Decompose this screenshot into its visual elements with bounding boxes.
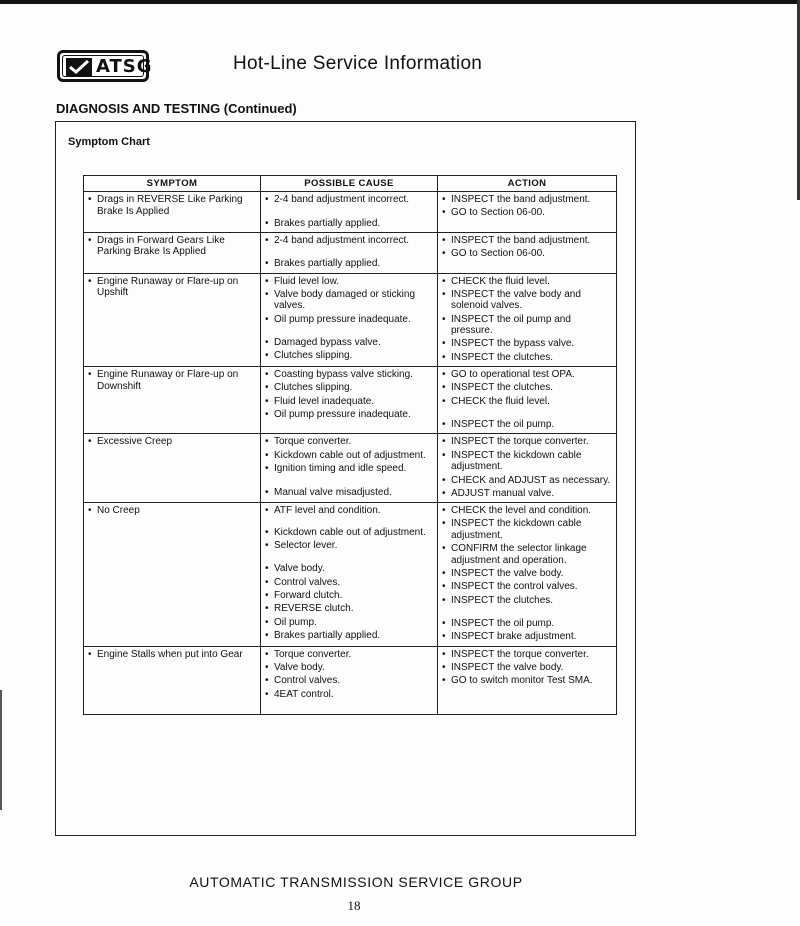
bullet-icon: • <box>442 449 446 461</box>
bullet-icon: • <box>442 594 446 606</box>
table-body <box>84 192 617 715</box>
bullet-icon: • <box>442 382 446 394</box>
action-item-text: GO to switch monitor Test SMA. <box>451 675 593 687</box>
cause-cell <box>261 232 438 273</box>
cause-item <box>265 450 434 462</box>
action-item <box>442 675 613 687</box>
cause-item <box>265 649 434 661</box>
bullet-icon: • <box>442 313 446 325</box>
logo-text: ATSG <box>96 56 153 77</box>
action-item-text: INSPECT the kickdown cable adjustment. <box>451 518 582 541</box>
bullet-icon: • <box>265 505 269 517</box>
symptom-item-text: Excessive Creep <box>97 436 173 448</box>
action-item <box>442 248 613 260</box>
symptom-cell <box>84 273 261 366</box>
cause-item <box>265 194 434 206</box>
action-item <box>442 568 613 580</box>
action-item <box>442 450 613 473</box>
table-row <box>84 503 617 647</box>
action-item-text: GO to operational test OPA. <box>451 369 575 381</box>
cause-item <box>265 617 434 629</box>
action-item <box>442 382 613 394</box>
table-row <box>84 646 617 714</box>
bullet-icon: • <box>265 576 269 588</box>
bullet-icon: • <box>265 603 269 615</box>
bullet-icon: • <box>265 563 269 575</box>
bullet-icon: • <box>442 275 446 287</box>
action-item-text: CHECK the level and condition. <box>451 505 592 517</box>
cause-item-text: Oil pump pressure inadequate. <box>274 408 411 420</box>
symptom-item <box>88 649 257 661</box>
bullet-icon: • <box>442 436 446 448</box>
bullet-icon: • <box>442 207 446 219</box>
action-item-text: GO to Section 06-00. <box>451 207 545 219</box>
cause-item <box>265 235 434 247</box>
action-item-text: INSPECT the torque converter. <box>451 648 589 660</box>
action-item-text: INSPECT the kickdown cable adjustment. <box>451 449 582 473</box>
bullet-icon: • <box>442 369 446 381</box>
bullet-icon: • <box>265 436 269 448</box>
bullet-icon: • <box>442 248 446 260</box>
cause-item <box>265 369 434 381</box>
cause-item-text: 4EAT control. <box>274 688 334 700</box>
bullet-icon: • <box>442 648 446 660</box>
bullet-icon: • <box>442 474 446 486</box>
cause-item-text: Torque converter. <box>274 436 352 448</box>
cause-item <box>265 276 434 288</box>
table-row <box>84 434 617 503</box>
symptom-cell <box>84 503 261 647</box>
bullet-icon: • <box>265 486 269 498</box>
bullet-icon: • <box>442 675 446 687</box>
bullet-icon: • <box>265 382 269 394</box>
cause-cell <box>261 367 438 434</box>
bullet-icon: • <box>265 313 269 325</box>
cause-item <box>265 218 434 230</box>
symptom-item-text: Engine Runaway or Flare-up on Downshift <box>97 369 239 392</box>
cause-item-text: Ignition timing and idle speed. <box>274 463 407 475</box>
action-item <box>442 314 613 337</box>
action-item-text: INSPECT the clutches. <box>451 382 554 394</box>
cause-item-text: Oil pump pressure inadequate. <box>274 313 411 325</box>
symptom-item <box>88 436 257 448</box>
action-item <box>442 369 613 381</box>
chart-title: Symptom Chart <box>68 136 150 148</box>
action-item <box>442 194 613 206</box>
bullet-icon: • <box>265 688 269 700</box>
cause-item-text: Brakes partially applied. <box>274 258 381 270</box>
cause-item <box>265 590 434 602</box>
cause-item-text: Valve body damaged or sticking valves. <box>274 288 416 312</box>
action-item-text: INSPECT the clutches. <box>451 351 554 363</box>
bullet-icon: • <box>442 662 446 674</box>
bullet-icon: • <box>442 518 446 530</box>
section-heading: DIAGNOSIS AND TESTING (Continued) <box>56 101 297 116</box>
bullet-icon: • <box>88 194 92 205</box>
action-cell <box>438 232 617 273</box>
table-header-row <box>84 176 617 192</box>
cause-item <box>265 487 434 499</box>
cause-cell <box>261 273 438 366</box>
cause-item-text: Brakes partially applied. <box>274 629 381 641</box>
action-item-text: INSPECT the valve body. <box>451 568 564 580</box>
cause-item <box>265 436 434 448</box>
bullet-icon: • <box>265 590 269 602</box>
bullet-icon: • <box>265 275 269 287</box>
action-item-text: INSPECT the band adjustment. <box>451 194 591 205</box>
action-item-text: CONFIRM the selector linkage adjustment and operation. <box>451 543 587 566</box>
cause-item <box>265 409 434 421</box>
action-item-text: INSPECT the control valves. <box>451 581 578 593</box>
action-item <box>442 289 613 312</box>
cause-item <box>265 505 434 517</box>
action-item <box>442 338 613 350</box>
cause-item-text: Valve body. <box>274 563 325 575</box>
bullet-icon: • <box>442 618 446 630</box>
bullet-icon: • <box>442 288 446 300</box>
cause-item-text: 2-4 band adjustment incorrect. <box>274 194 410 205</box>
bullet-icon: • <box>265 194 269 205</box>
cause-item <box>265 396 434 408</box>
bullet-icon: • <box>442 568 446 580</box>
cause-item-text: ATF level and condition. <box>274 505 381 517</box>
cause-item-text: Fluid level low. <box>274 275 340 287</box>
bullet-icon: • <box>442 631 446 643</box>
cause-item <box>265 314 434 326</box>
cause-item-text: Valve body. <box>274 662 325 674</box>
bullet-icon: • <box>265 369 269 381</box>
cause-item <box>265 603 434 615</box>
cause-item-text: Damaged bypass valve. <box>274 337 381 349</box>
cause-item-text: Clutches slipping. <box>274 350 353 362</box>
cause-item-text: Control valves. <box>274 576 341 588</box>
action-item <box>442 352 613 364</box>
action-item <box>442 543 613 566</box>
action-item-text: INSPECT the oil pump and pressure. <box>451 313 571 337</box>
action-item-text: CHECK the fluid level. <box>451 395 550 407</box>
table-row <box>84 232 617 273</box>
bullet-icon: • <box>265 258 269 270</box>
cause-item <box>265 577 434 589</box>
bullet-icon: • <box>442 487 446 499</box>
cause-item-text: Manual valve misadjusted. <box>274 486 392 498</box>
cause-item-text: Kickdown cable out of adjustment. <box>274 449 426 461</box>
symptom-cell <box>84 367 261 434</box>
bullet-icon: • <box>442 419 446 431</box>
page-number: 18 <box>347 898 361 913</box>
cause-item <box>265 563 434 575</box>
action-item-text: INSPECT the oil pump. <box>451 618 555 630</box>
symptom-item-text: No Creep <box>97 505 140 517</box>
symptom-cell <box>84 434 261 503</box>
action-item-text: INSPECT brake adjustment. <box>451 631 577 643</box>
action-item-text: INSPECT the clutches. <box>451 594 554 606</box>
page-header-title: Hot-Line Service Information <box>233 53 483 74</box>
bullet-icon: • <box>265 234 269 246</box>
action-item <box>442 475 613 487</box>
action-item-text: INSPECT the band adjustment. <box>451 234 591 246</box>
cause-item-text: Selector lever. <box>274 539 338 551</box>
cause-item-text: Coasting bypass valve sticking. <box>274 369 413 381</box>
symptom-item-text: Engine Runaway or Flare-up on Upshift <box>97 275 239 299</box>
cause-item-text: Control valves. <box>274 675 341 687</box>
action-item <box>442 419 613 431</box>
cause-item-text: Clutches slipping. <box>274 382 353 394</box>
bullet-icon: • <box>265 463 269 475</box>
bullet-icon: • <box>265 648 269 660</box>
table-row <box>84 367 617 434</box>
action-item-text: CHECK the fluid level. <box>451 275 550 287</box>
action-item <box>442 662 613 674</box>
symptom-item-text: Drags in REVERSE Like Parking Brake Is Applied <box>97 194 243 217</box>
action-item-text: INSPECT the valve body and solenoid valves. <box>451 288 581 312</box>
action-cell <box>438 367 617 434</box>
cause-item <box>265 675 434 687</box>
symptom-item <box>88 194 257 217</box>
symptom-cell <box>84 646 261 714</box>
bullet-icon: • <box>442 505 446 517</box>
cause-item-text: Oil pump. <box>274 616 317 628</box>
column-header-possible-cause: POSSIBLE CAUSE <box>261 176 438 192</box>
bullet-icon: • <box>265 629 269 641</box>
bullet-icon: • <box>88 275 92 287</box>
bullet-icon: • <box>265 526 269 538</box>
symptom-item <box>88 235 257 258</box>
cause-item <box>265 463 434 475</box>
cause-cell <box>261 503 438 647</box>
cause-item-text: Forward clutch. <box>274 590 343 602</box>
bullet-icon: • <box>442 351 446 363</box>
action-item-text: INSPECT the valve body. <box>451 662 564 674</box>
table-row <box>84 273 617 366</box>
bullet-icon: • <box>442 581 446 593</box>
action-item-text: GO to Section 06-00. <box>451 248 545 260</box>
action-item <box>442 505 613 517</box>
bullet-icon: • <box>88 369 92 381</box>
checkmark-icon <box>66 58 92 76</box>
action-item-text: INSPECT the bypass valve. <box>451 338 575 350</box>
atsg-logo <box>57 50 153 82</box>
cause-item <box>265 289 434 312</box>
column-header-action: ACTION <box>438 176 617 192</box>
action-cell <box>438 646 617 714</box>
action-cell <box>438 503 617 647</box>
footer-organization: AUTOMATIC TRANSMISSION SERVICE GROUP <box>189 874 523 890</box>
bullet-icon: • <box>265 675 269 687</box>
symptom-cell <box>84 192 261 233</box>
symptom-cell <box>84 232 261 273</box>
column-header-symptom: SYMPTOM <box>84 176 261 192</box>
action-item <box>442 436 613 448</box>
bullet-icon: • <box>442 234 446 246</box>
cause-item <box>265 382 434 394</box>
cause-item <box>265 527 434 539</box>
bullet-icon: • <box>265 408 269 420</box>
bullet-icon: • <box>265 350 269 362</box>
table-row <box>84 192 617 233</box>
bullet-icon: • <box>265 217 269 229</box>
cause-item-text: Brakes partially applied. <box>274 217 381 229</box>
bullet-icon: • <box>88 234 92 246</box>
left-edge-mark <box>0 690 2 810</box>
cause-item-text: Torque converter. <box>274 648 352 660</box>
symptom-table <box>83 175 617 715</box>
cause-item <box>265 662 434 674</box>
cause-item-text: Kickdown cable out of adjustment. <box>274 526 426 538</box>
bullet-icon: • <box>265 616 269 628</box>
cause-cell <box>261 434 438 503</box>
symptom-item-text: Engine Stalls when put into Gear <box>97 648 243 660</box>
cause-item <box>265 337 434 349</box>
bullet-icon: • <box>88 436 92 448</box>
cause-item <box>265 540 434 552</box>
cause-item-text: REVERSE clutch. <box>274 603 354 615</box>
action-cell <box>438 273 617 366</box>
cause-item-text: Fluid level inadequate. <box>274 395 375 407</box>
bullet-icon: • <box>265 662 269 674</box>
action-item <box>442 631 613 643</box>
cause-item-text: 2-4 band adjustment incorrect. <box>274 234 410 246</box>
cause-cell <box>261 192 438 233</box>
action-item-text: INSPECT the oil pump. <box>451 419 555 431</box>
action-item <box>442 595 613 607</box>
cause-item <box>265 689 434 701</box>
cause-item <box>265 258 434 270</box>
bullet-icon: • <box>265 539 269 551</box>
action-item <box>442 518 613 541</box>
action-item-text: CHECK and ADJUST as necessary. <box>451 474 611 486</box>
bullet-icon: • <box>442 543 446 555</box>
action-item <box>442 207 613 219</box>
symptom-table-container <box>83 175 616 715</box>
action-item <box>442 581 613 593</box>
action-item <box>442 396 613 408</box>
bullet-icon: • <box>88 505 92 517</box>
cause-item <box>265 630 434 642</box>
symptom-item <box>88 276 257 299</box>
cause-cell <box>261 646 438 714</box>
symptom-item <box>88 369 257 392</box>
bullet-icon: • <box>265 449 269 461</box>
action-item <box>442 649 613 661</box>
bullet-icon: • <box>265 337 269 349</box>
action-cell <box>438 192 617 233</box>
action-cell <box>438 434 617 503</box>
bullet-icon: • <box>442 194 446 205</box>
cause-item <box>265 350 434 362</box>
top-rule <box>0 0 800 4</box>
bullet-icon: • <box>88 648 92 660</box>
bullet-icon: • <box>442 338 446 350</box>
action-item-text: ADJUST manual valve. <box>451 487 555 499</box>
bullet-icon: • <box>265 288 269 300</box>
action-item <box>442 618 613 630</box>
symptom-item <box>88 505 257 517</box>
bullet-icon: • <box>265 395 269 407</box>
action-item <box>442 488 613 500</box>
action-item <box>442 235 613 247</box>
bullet-icon: • <box>442 395 446 407</box>
action-item-text: INSPECT the torque converter. <box>451 436 589 448</box>
action-item <box>442 276 613 288</box>
symptom-item-text: Drags in Forward Gears Like Parking Brake Is Applied <box>97 234 225 258</box>
